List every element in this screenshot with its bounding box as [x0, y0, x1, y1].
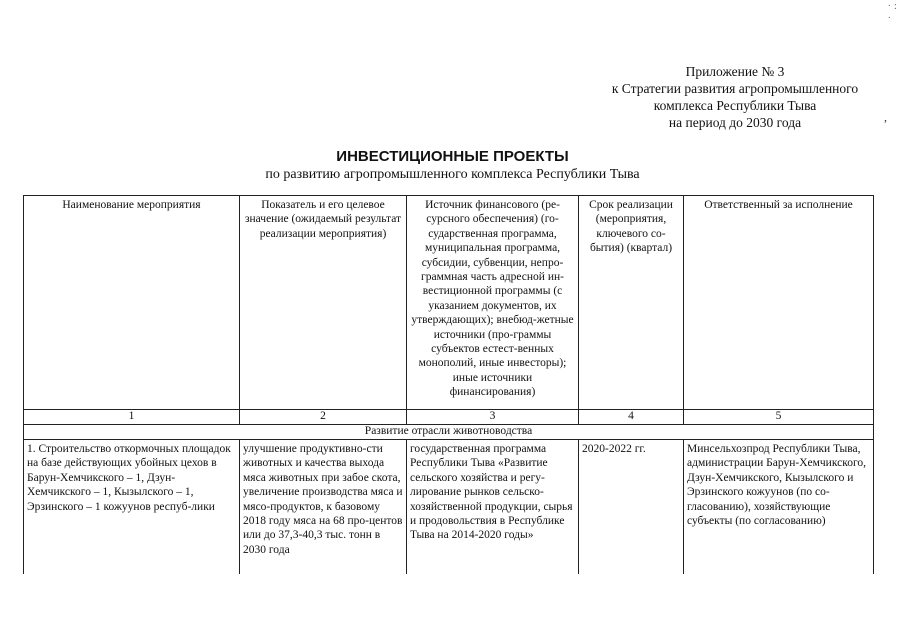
cell-funding-source: государственная программа Республики Тыва «Развитие сельского хозяйства и регу-лирование рынков сельско-хозяйственной продукции, сырья и продовольствия в Республике Тыва на 2014-2020 годы»: [407, 440, 579, 575]
column-header-indicator: Показатель и его целевое значение (ожидаемый результат реализации мероприятия): [240, 196, 407, 410]
column-header-source: Источник финансового (ре-сурсного обеспечения) (го-сударственная программа, муниципальная программа, субсидии, субвенции, непро-граммная часть адресной ин-вестиционной программы (с указанием документов, их утверждающих); внебюд-жетные источники (про-граммы субъектов естест-венных монополий, иные инвесторы); иные источники финансирования): [407, 196, 579, 410]
section-row: [24, 425, 874, 440]
scan-mark: · : ·: [887, 0, 897, 24]
appendix-header: [560, 63, 905, 131]
table-header-row: [24, 196, 874, 410]
cell-project-name: 1. Строительство откормочных площадок на базе действующих убойных цехов в Барун-Хемчикского – 1, Дзун-Хемчикского – 1, Кызылского – 1, Эрзинского – 1 кожуунов респуб-лики: [24, 440, 240, 575]
scan-tick-mark: ,: [884, 110, 887, 124]
column-number: 1: [24, 410, 240, 425]
appendix-line: Приложение № 3: [685, 64, 785, 79]
column-number: 4: [579, 410, 684, 425]
appendix-line: комплекса Республики Тыва: [653, 98, 817, 113]
cell-indicator: улучшение продуктивно-сти животных и качества выхода мяса животных при забое скота, увеличение производства мяса и мясо-продуктов, к базовому 2018 году мяса на 68 про-центов или до 37,3-40,3 тыс. тонн в 2030 года: [240, 440, 407, 575]
column-header-period: Срок реализации (мероприятия, ключевого со-бытия) (квартал): [579, 196, 684, 410]
column-number: 5: [684, 410, 874, 425]
column-header-responsible: Ответственный за исполнение: [684, 196, 874, 410]
appendix-line: к Стратегии развития агропромышленного: [611, 81, 859, 96]
column-number-row: [24, 410, 874, 425]
cell-period: 2020-2022 гг.: [579, 440, 684, 575]
column-header-name: Наименование мероприятия: [24, 196, 240, 410]
document-title: ИНВЕСТИЦИОННЫЕ ПРОЕКТЫ: [336, 148, 569, 165]
document-subtitle: по развитию агропромышленного комплекса Республики Тыва: [265, 167, 640, 182]
section-title: Развитие отрасли животноводства: [24, 425, 874, 440]
column-number: 2: [240, 410, 407, 425]
investment-projects-table: [23, 195, 874, 574]
appendix-line: на период до 2030 года: [668, 115, 802, 130]
column-number: 3: [407, 410, 579, 425]
table-row: [24, 440, 874, 575]
cell-responsible: Минсельхозпрод Республики Тыва, администрации Барун-Хемчикского, Дзун-Хемчикского, Кызылского и Эрзинского кожуунов (по со-гласованию), хозяйствующие субъекты (по согласованию): [684, 440, 874, 575]
